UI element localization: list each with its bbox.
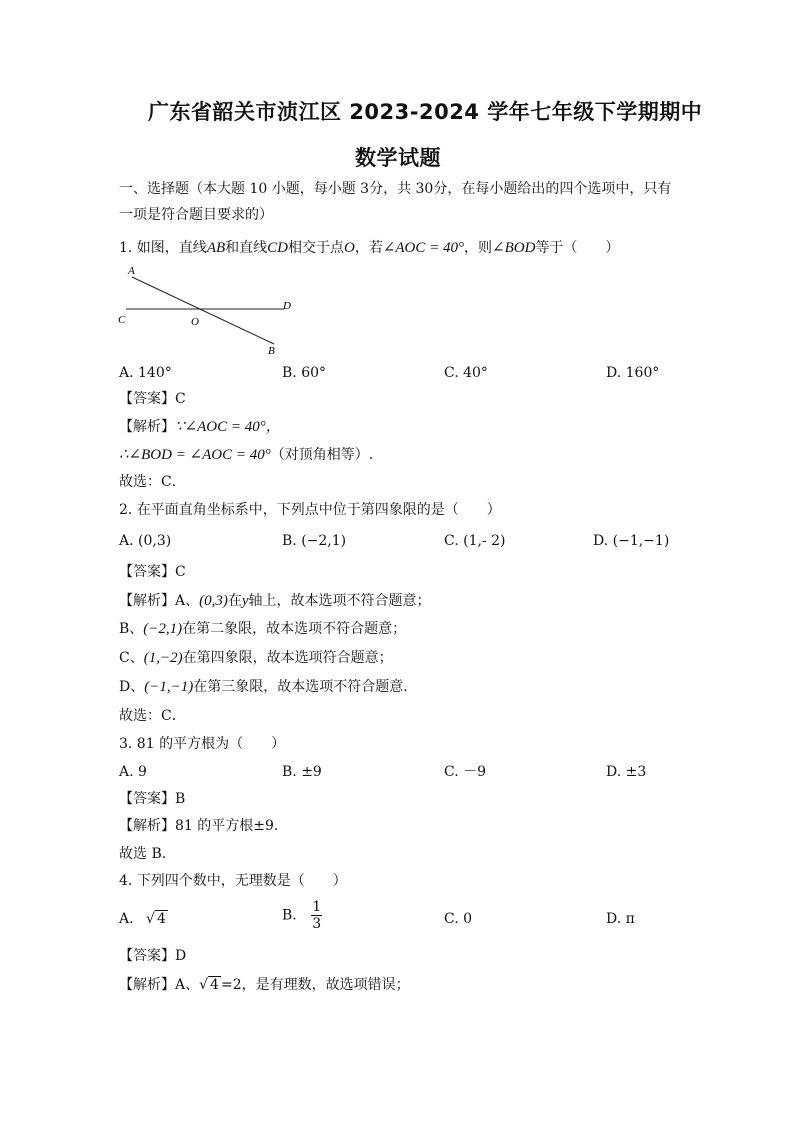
q1-figure bbox=[112, 262, 302, 358]
q2-option-a: A. (0,3) bbox=[119, 533, 172, 549]
q2-exp-d-point: (−1,−1) bbox=[144, 679, 194, 695]
q1-and: 和直线 bbox=[225, 240, 268, 256]
q1-line-ab: AB bbox=[206, 240, 226, 256]
q4-option-b-fraction bbox=[311, 899, 322, 932]
q1-prefix: 1. 如图，直线 bbox=[119, 240, 207, 256]
q1-exp-because: ∵∠AOC = 40°， bbox=[175, 419, 281, 435]
q4-option-b-denominator: 3 bbox=[312, 916, 322, 932]
q4-option-a bbox=[119, 910, 168, 928]
line-ab bbox=[132, 277, 274, 344]
q1-ask: 等于（ ） bbox=[535, 240, 620, 256]
q2-explanation-a bbox=[119, 592, 431, 610]
q2-exp-d-label: D、 bbox=[119, 679, 145, 695]
q3-option-d: D. ±3 bbox=[606, 764, 647, 780]
q2-exp-a-point: (0,3) bbox=[199, 593, 228, 609]
fig-label-d: D bbox=[283, 300, 291, 312]
q2-exp-c-end: 在第四象限，故本选项符合题意； bbox=[182, 650, 393, 666]
q2-option-d: D. (−1,−1) bbox=[593, 533, 670, 549]
q2-exp-b-point: (−2,1) bbox=[143, 621, 183, 637]
q2-exp-c-label: C、 bbox=[119, 650, 144, 666]
q1-option-c: C. 40° bbox=[444, 365, 488, 381]
q1-meet: 相交于点 bbox=[287, 240, 344, 256]
fig-label-c: C bbox=[118, 314, 126, 326]
q4-option-d: D. π bbox=[606, 911, 635, 927]
q2-option-b: B. (−2,1) bbox=[282, 533, 347, 549]
q1-stem bbox=[119, 239, 619, 257]
q2-exp-a-label: 【解析】A、 bbox=[119, 593, 200, 609]
section-heading-line2: 一项是符合题目要求的） bbox=[119, 207, 273, 223]
page-title-line1: 广东省韶关市浈江区 2023-2024 学年七年级下学期期中 bbox=[148, 100, 703, 124]
q2-explanation-c bbox=[119, 649, 393, 667]
q4-option-b bbox=[282, 899, 322, 932]
q2-answer: 【答案】C bbox=[119, 564, 186, 580]
q1-then: ，则 bbox=[464, 240, 493, 256]
q4-option-a-radicand: 4 bbox=[156, 911, 166, 927]
q2-stem: 2. 在平面直角坐标系中，下列点中位于第四象限的是（ ） bbox=[119, 502, 501, 518]
q3-stem: 3. 81 的平方根为（ ） bbox=[119, 736, 286, 752]
q4-exp-label: 【解析】A、 bbox=[119, 977, 200, 993]
q1-point-o: O bbox=[343, 240, 355, 256]
radical-sign-icon: √ bbox=[199, 977, 209, 993]
q3-option-b: B. ±9 bbox=[282, 764, 322, 780]
q1-answer: 【答案】C bbox=[119, 391, 186, 407]
q1-explanation-2 bbox=[119, 446, 373, 464]
q1-line-cd: CD bbox=[267, 240, 288, 256]
q4-answer: 【答案】D bbox=[119, 948, 187, 964]
fig-label-a: A bbox=[128, 265, 135, 277]
q1-angle-bod: ∠BOD bbox=[492, 240, 536, 256]
q2-exp-c-point: (1,−2) bbox=[143, 650, 183, 666]
q2-choose: 故选：C． bbox=[119, 708, 186, 724]
q1-exp-reason: （对顶角相等）. bbox=[270, 447, 374, 463]
q4-exp-end: =2，是有理数，故选项错误； bbox=[220, 977, 410, 993]
q1-option-d: D. 160° bbox=[606, 365, 660, 381]
q1-option-b: B. 60° bbox=[282, 365, 327, 381]
q4-exp-sqrt bbox=[199, 976, 221, 994]
q3-choose: 故选 B. bbox=[119, 846, 167, 862]
q4-explanation-a bbox=[119, 976, 410, 994]
q4-stem: 4. 下列四个数中，无理数是（ ） bbox=[119, 873, 347, 889]
q2-exp-a-end: 轴上，故本选项不符合题意； bbox=[248, 593, 431, 609]
q3-option-a: A. 9 bbox=[119, 764, 147, 780]
q1-choose: 故选：C． bbox=[119, 474, 186, 490]
q1-exp-label: 【解析】 bbox=[119, 419, 175, 435]
fig-label-o: O bbox=[191, 316, 199, 328]
q4-option-b-label: B. bbox=[282, 907, 297, 924]
q2-exp-b-end: 在第二象限，故本选项不符合题意； bbox=[182, 621, 407, 637]
q1-explanation-1 bbox=[119, 418, 281, 436]
q1-if: ，若 bbox=[354, 240, 383, 256]
q4-option-c: C. 0 bbox=[444, 911, 473, 927]
q3-answer: 【答案】B bbox=[119, 791, 186, 807]
q2-exp-d-end: 在第三象限，故本选项不符合题意． bbox=[193, 679, 418, 695]
q1-exp-therefore: ∴∠BOD = ∠AOC = 40° bbox=[119, 447, 271, 463]
q1-option-a: A. 140° bbox=[119, 365, 172, 381]
q2-exp-b-label: B、 bbox=[119, 621, 144, 637]
fig-label-b: B bbox=[268, 345, 275, 357]
q4-option-a-sqrt bbox=[146, 910, 168, 928]
q4-option-b-numerator: 1 bbox=[312, 899, 322, 915]
q4-option-a-label: A. bbox=[119, 911, 134, 927]
page-title-line2: 数学试题 bbox=[355, 146, 441, 170]
q2-exp-a-y: y bbox=[241, 593, 249, 609]
q3-explanation: 【解析】81 的平方根±9. bbox=[119, 818, 279, 834]
q2-exp-a-mid: 在 bbox=[227, 593, 242, 609]
q2-explanation-b bbox=[119, 620, 406, 638]
section-heading-line1: 一、选择题（本大题 10 小题，每小题 3分，共 30分，在每小题给出的四个选项中，只有 bbox=[119, 181, 672, 197]
q2-explanation-d bbox=[119, 678, 417, 696]
radical-sign-icon: √ bbox=[146, 911, 155, 927]
q2-option-c: C. (1,- 2) bbox=[444, 533, 506, 549]
q1-condition: ∠AOC = 40° bbox=[382, 240, 465, 256]
q3-option-c: C. －9 bbox=[444, 764, 487, 780]
q4-exp-radicand: 4 bbox=[210, 977, 219, 993]
